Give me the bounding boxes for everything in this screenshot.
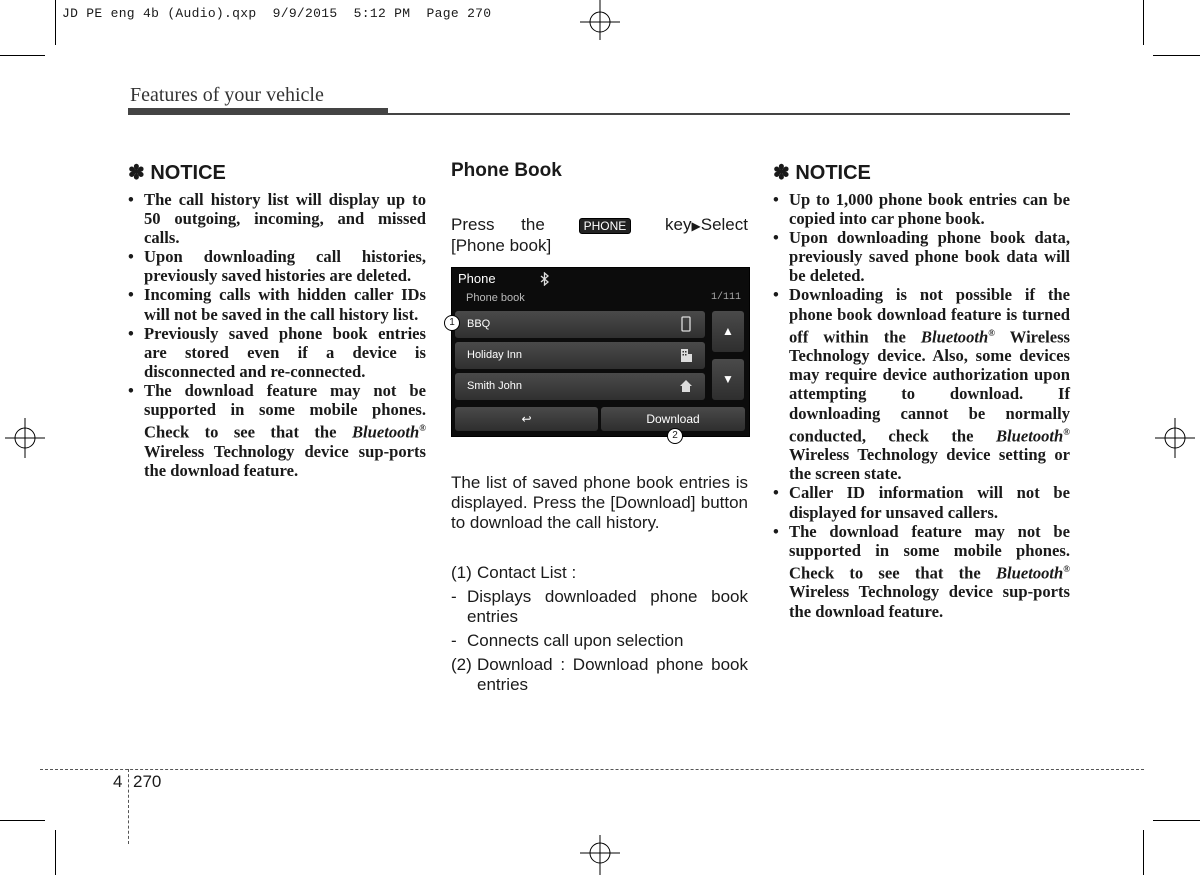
back-button[interactable]: ↩ xyxy=(455,407,598,431)
chapter-number: 4 xyxy=(113,772,123,791)
list-item: • Upon downloading call histories, previously saved histories are deleted. xyxy=(128,247,426,285)
contact-row-bbq[interactable] xyxy=(455,311,705,338)
screen-description: The list of saved phone book entries is displayed. Press the [Download] button to download the call history. xyxy=(451,473,748,532)
contact-name: BBQ xyxy=(467,318,491,330)
item-text: Downloading is not possible if the phone book download feature is turned off within the xyxy=(789,285,1070,347)
registered-mark: ® xyxy=(1063,563,1070,574)
mobile-phone-icon xyxy=(679,316,693,332)
title-rule-thin xyxy=(388,113,1070,115)
item-text: The download feature may not be supported in some mobile phones. Check to see that the xyxy=(789,521,1070,583)
home-icon xyxy=(679,378,693,394)
registration-mark-icon xyxy=(580,835,620,875)
print-header: JD PE eng 4b (Audio).qxp 9/9/2015 5:12 PM Page 270 xyxy=(62,6,492,21)
legend-subtext: Connects call upon selection xyxy=(467,631,684,650)
entry-count: 1/111 xyxy=(710,292,741,303)
notice-heading: ✽ NOTICE xyxy=(773,162,871,184)
callout-2: 2 xyxy=(667,428,683,444)
legend-number: (2) xyxy=(451,655,472,674)
phone-book-heading: Phone Book xyxy=(451,160,562,181)
crop-mark xyxy=(0,55,45,56)
press-text: Press the xyxy=(451,215,545,234)
screen-subtitle: Phone book xyxy=(466,292,525,304)
scroll-up-button[interactable]: ▲ xyxy=(712,311,744,352)
contact-name: Holiday Inn xyxy=(467,349,523,361)
crop-mark xyxy=(1153,820,1200,821)
crop-mark xyxy=(55,830,56,875)
legend-text: Contact List : xyxy=(477,563,577,582)
item-text: The download feature may not be supported in some mobile phones. Check to see that the xyxy=(144,380,426,442)
notice-list xyxy=(773,190,1070,621)
key-text: key xyxy=(665,215,692,234)
key-select-text xyxy=(665,215,748,236)
dash: - xyxy=(451,587,457,606)
list-item: • The call history list will display up to 50 outgoing, incoming, and missed calls. xyxy=(128,190,426,247)
registration-mark-icon xyxy=(1155,418,1195,458)
phone-key-button: PHONE xyxy=(579,218,632,234)
list-item: • Upon downloading phone book data, previously saved phone book data will be deleted. xyxy=(773,228,1070,285)
registered-mark: ® xyxy=(1063,426,1070,437)
crop-mark xyxy=(1143,0,1144,45)
scroll-down-button[interactable]: ▼ xyxy=(712,359,744,400)
legend-number: (1) xyxy=(451,563,472,582)
item-text: Wireless Technology device sup-ports the download feature. xyxy=(144,441,426,480)
download-button[interactable]: Download xyxy=(601,407,745,431)
arrow-right-icon: ▶ xyxy=(691,219,701,233)
screen-title: Phone xyxy=(458,271,496,286)
crop-mark xyxy=(1153,55,1200,56)
bluetooth-brand: Bluetooth xyxy=(920,327,989,347)
legend-item-1 xyxy=(451,563,748,583)
list-item: • Up to 1,000 phone book entries can be copied into car phone book. xyxy=(773,190,1070,228)
item-text: Wireless Technology device. Also, some devices may require device authorization upon attempting to download. If downloading cannot be normally conducted, check the xyxy=(789,327,1070,446)
left-notice xyxy=(128,160,426,480)
registered-mark: ® xyxy=(988,327,995,338)
intro-text xyxy=(451,215,748,256)
select-text: Select xyxy=(700,215,748,234)
legend-item-2 xyxy=(451,655,748,695)
callout-1: 1 xyxy=(444,315,460,331)
list-item xyxy=(773,522,1070,621)
legend-subitem xyxy=(451,587,748,627)
list-item: • Incoming calls with hidden caller IDs will not be saved in the call history list. xyxy=(128,285,426,323)
notice-list xyxy=(128,190,426,480)
list-item xyxy=(128,381,426,480)
contact-name: Smith John xyxy=(467,380,523,392)
dash: - xyxy=(451,631,457,650)
legend-text: Download : Download phone book entries xyxy=(477,655,748,694)
item-text: Wireless Technology device setting or the screen state. xyxy=(789,445,1070,484)
registered-mark: ® xyxy=(419,423,426,434)
callout-legend xyxy=(451,563,748,695)
bluetooth-icon xyxy=(540,272,550,286)
contact-row-smith-john[interactable] xyxy=(455,373,705,400)
crop-mark xyxy=(1143,830,1144,875)
legend-subitem xyxy=(451,631,748,651)
crop-mark xyxy=(0,820,45,821)
bluetooth-brand: Bluetooth xyxy=(351,422,420,442)
office-building-icon xyxy=(679,347,693,363)
footer-rule xyxy=(40,769,1144,770)
legend-subtext: Displays downloaded phone book entries xyxy=(467,587,748,626)
title-rule-thick xyxy=(128,108,388,115)
list-item: • Previously saved phone book entries are stored even if a device is disconnected and re-connected. xyxy=(128,324,426,381)
registration-mark-icon xyxy=(580,0,620,40)
registration-mark-icon xyxy=(5,418,45,458)
footer-divider xyxy=(128,769,129,844)
list-item xyxy=(773,285,1070,483)
page-number: 270 xyxy=(133,772,162,791)
notice-heading: ✽ NOTICE xyxy=(128,162,226,184)
select-target: [Phone book] xyxy=(451,236,552,255)
bluetooth-brand: Bluetooth xyxy=(995,426,1064,446)
section-title: Features of your vehicle xyxy=(130,84,324,106)
contact-row-holiday-inn[interactable] xyxy=(455,342,705,369)
crop-mark xyxy=(55,0,56,45)
list-item: • Caller ID information will not be displayed for unsaved callers. xyxy=(773,483,1070,521)
phone-book-screen xyxy=(451,267,750,437)
item-text: Wireless Technology device sup-ports the download feature. xyxy=(789,582,1070,621)
right-notice xyxy=(773,160,1070,621)
bluetooth-brand: Bluetooth xyxy=(995,563,1064,583)
